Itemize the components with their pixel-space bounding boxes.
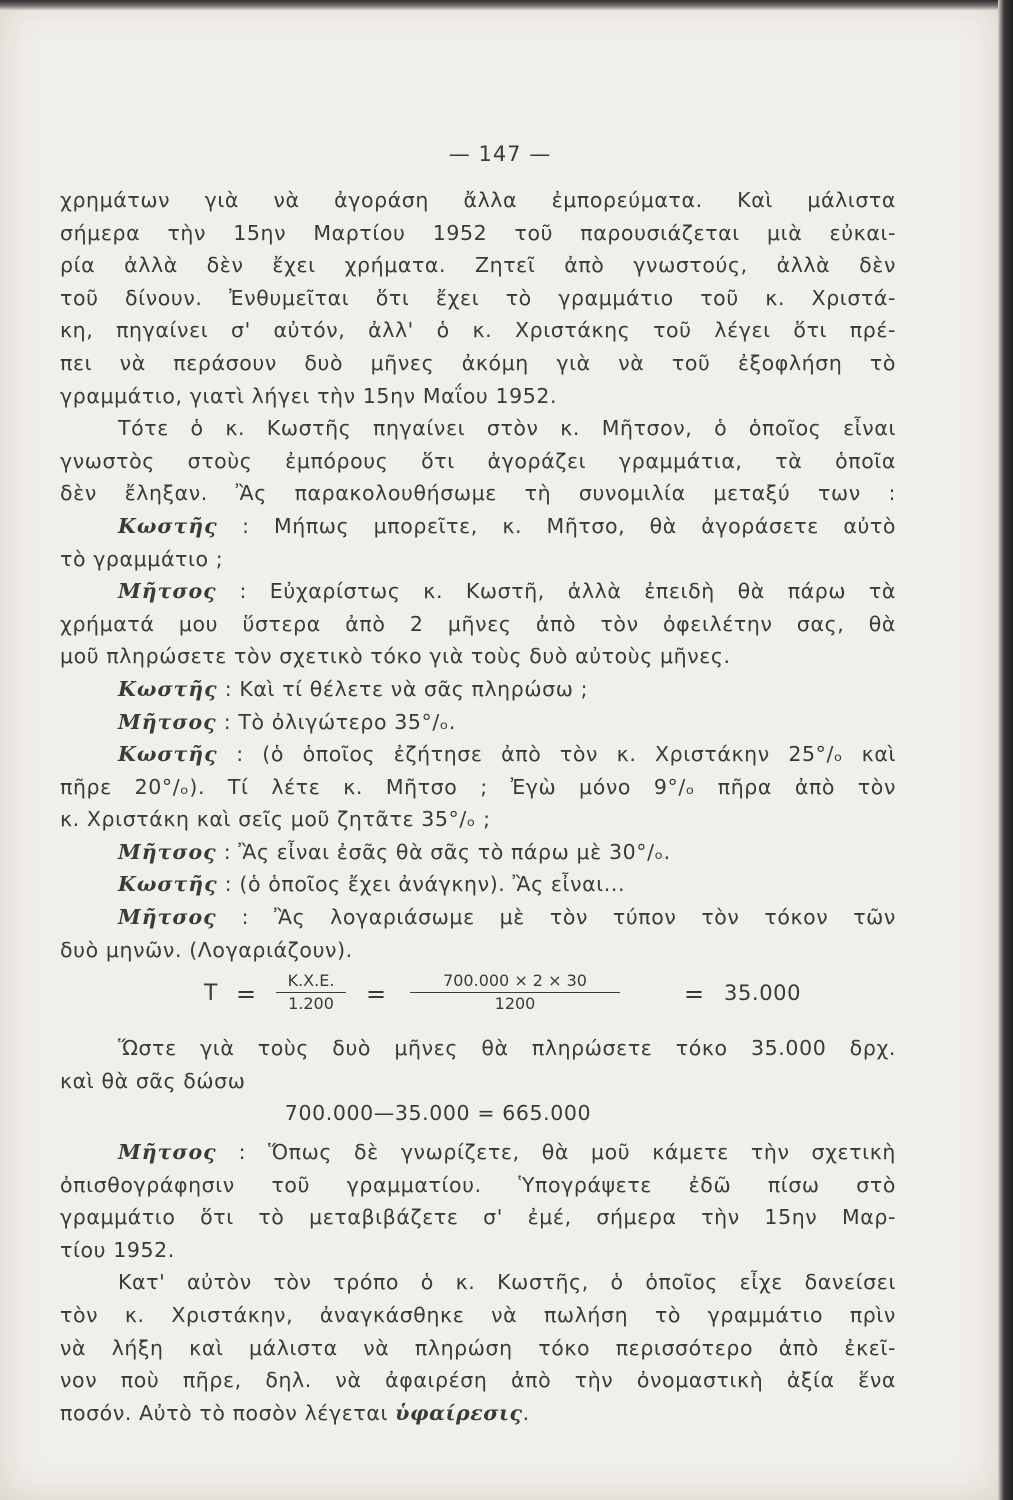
speaker-name: Κωστῆς [118,676,218,701]
text-line: Τότε ὁ κ. Κωστῆς πηγαίνει στὸν κ. Μῆτσον, ὁ ὁποῖος εἶναι [118,416,896,441]
speaker-name: Μῆτσος [118,839,217,864]
text-line: τοῦ δίνουν. Ἐνθυμεῖται ὅτι ἔχει τὸ γραμμάτιο τοῦ κ. Χριστά- [60,285,896,310]
fraction-numerator: Κ.Χ.Ε. [276,970,346,993]
dialogue-line [60,1136,896,1169]
dialogue-text: : (ὁ ὁποῖος ἔχει ἀνάγκην). Ἂς εἶναι... [224,872,626,897]
dialogue-text: : Ὅπως δὲ γνωρίζετε, θὰ μοῦ κάμετε τὴν σχετικὴ [238,1140,896,1165]
speaker-name: Κωστῆς [118,742,218,767]
text-line: Κατ' αὐτὸν τὸν τρόπο ὁ κ. Κωστῆς, ὁ ὁποῖος εἶχε δανείσει [118,1270,896,1295]
dialogue-line [60,510,896,543]
fraction-kxe [276,970,346,1015]
speaker-name: Μῆτσος [118,905,217,930]
dialogue-line [60,901,896,934]
text-line: δυὸ μηνῶν. (Λογαριάζουν). [60,937,353,962]
fraction-denominator: 1200 [494,994,536,1014]
text-line: χρήματά μου ὕστερα ἀπὸ 2 μῆνες ἀπὸ τὸν ὀφειλέτην σας, θὰ [60,611,896,636]
interest-formula [60,970,896,1026]
equals-sign: = [684,980,705,1009]
speaker-name: Κωστῆς [118,513,218,538]
term-emphasis: ὑφαίρεσις [395,1400,523,1425]
text-line: πῆρε 20°/ₒ). Τί λέτε κ. Μῆτσο ; Ἐγὼ μόνο 9°/ₒ πῆρα ἀπὸ τὸν [60,774,896,799]
dialogue-text: : Εὐχαρίστως κ. Κωστῆ, ἀλλὰ ἐπειδὴ θὰ πάρω τὰ [239,579,896,604]
text-line: νον ποὺ πῆρε, δηλ. νὰ ἀφαιρέση ἀπὸ τὴν ὀνομαστικὴ ἀξία ἕνα [60,1368,896,1393]
formula-result: 35.000 [724,981,802,1006]
scan-top-edge [0,0,1000,10]
scan-right-edge [998,0,1013,1500]
dialogue-text: : (ὁ ὁποῖος ἐζήτησε ἀπὸ τὸν κ. Χριστάκην 25°/ₒ καὶ [236,742,896,767]
text-line: τὸν κ. Χριστάκην, ἀναγκάσθηκε νὰ πωλήση τὸ γραμμάτιο πρὶν [60,1303,896,1327]
speaker-name: Μῆτσος [118,579,217,604]
page-number: — 147 — [448,142,552,166]
text-line: κ. Χριστάκη καὶ σεῖς μοῦ ζητᾶτε 35°/ₒ ; [60,807,491,832]
text-line: δὲν ἔληξαν. Ἂς παρακολουθήσωμε τὴ συνομιλία μεταξύ των : [60,481,896,506]
dialogue-text: : Μήπως μπορεῖτε, κ. Μῆτσο, θὰ ἀγοράσετε αὐτὸ [242,513,896,538]
fraction-denominator: 1.200 [288,994,334,1014]
text-line: χρημάτων γιὰ νὰ ἀγοράση ἄλλα ἐμπορεύματα. Καὶ μάλιστα [60,188,896,212]
text-line: πει νὰ περάσουν δυὸ μῆνες ἀκόμη γιὰ νὰ τοῦ ἐξοφλήση τὸ [60,350,896,375]
dialogue-line [60,673,896,706]
text-line: τίου 1952. [60,1237,175,1262]
speaker-name: Μῆτσος [118,709,217,734]
equals-sign: = [236,980,257,1009]
text-line [60,1397,896,1430]
text-line: Ὥστε γιὰ τοὺς δυὸ μῆνες θὰ πληρώσετε τόκο 35.000 δρχ. [118,1036,896,1061]
text-line: τὸ γραμμάτιο ; [60,546,224,571]
text-segment: . [522,1400,530,1425]
dialogue-line [60,706,896,739]
dialogue-line [60,738,896,771]
dialogue-text: : Τὸ ὀλιγώτερο 35°/ₒ. [223,709,457,734]
text-line: μοῦ πληρώσετε τὸν σχετικὸ τόκο γιὰ τοὺς δυὸ αὐτοὺς μῆνες. [60,644,731,669]
text-line: νὰ λήξη καὶ μάλιστα νὰ πληρώση τόκο περισσότερο ἀπὸ ἐκεῖ- [60,1335,896,1360]
dialogue-text: : Καὶ τί θέλετε νὰ σᾶς πληρώσω ; [224,676,589,701]
text-line: κη, πηγαίνει σ' αὐτόν, ἀλλ' ὁ κ. Χριστάκης τοῦ λέγει ὅτι πρέ- [60,318,896,343]
speaker-name: Μῆτσος [118,1140,217,1165]
speaker-name: Κωστῆς [118,872,218,897]
text-segment: ποσόν. Αὐτὸ τὸ ποσὸν λέγεται [60,1400,388,1425]
fraction-values [410,970,620,1015]
text-line: γραμμάτιο, γιατὶ λήγει τὴν 15ην Μαΐου 1952. [60,383,558,408]
dialogue-line [60,868,896,901]
dialogue-line [60,575,896,608]
text-line: ὀπισθογράφησιν τοῦ γραμματίου. Ὑπογράψετε ἐδῶ πίσω στὸ [60,1172,896,1197]
dialogue-line [60,836,896,869]
text-line: καὶ θὰ σᾶς δώσω [60,1068,246,1093]
fraction-numerator: 700.000 × 2 × 30 [410,970,620,993]
formula-lhs: Τ [204,981,219,1007]
dialogue-text: : Ἂς λογαριάσωμε μὲ τὸν τύπον τὸν τόκον τῶν [241,905,896,930]
text-line: γραμμάτιο ὅτι τὸ μεταβιβάζετε σ' ἐμέ, σήμερα τὴν 15ην Μαρ- [60,1205,896,1230]
subtraction-line: 700.000—35.000 = 665.000 [284,1101,592,1126]
page-body [60,140,896,1429]
dialogue-text: : Ἂς εἶναι ἐσᾶς θὰ σᾶς τὸ πάρω μὲ 30°/ₒ. [223,839,671,864]
equals-sign: = [366,980,387,1009]
text-line: ρία ἀλλὰ δὲν ἔχει χρήματα. Ζητεῖ ἀπὸ γνωστούς, ἀλλὰ δὲν [60,253,896,278]
text-line: γνωστὸς στοὺς ἐμπόρους ὅτι ἀγοράζει γραμμάτια, τὰ ὁποῖα [60,448,896,473]
text-line: σήμερα τὴν 15ην Μαρτίου 1952 τοῦ παρουσιάζεται μιὰ εὐκαι- [60,220,896,245]
